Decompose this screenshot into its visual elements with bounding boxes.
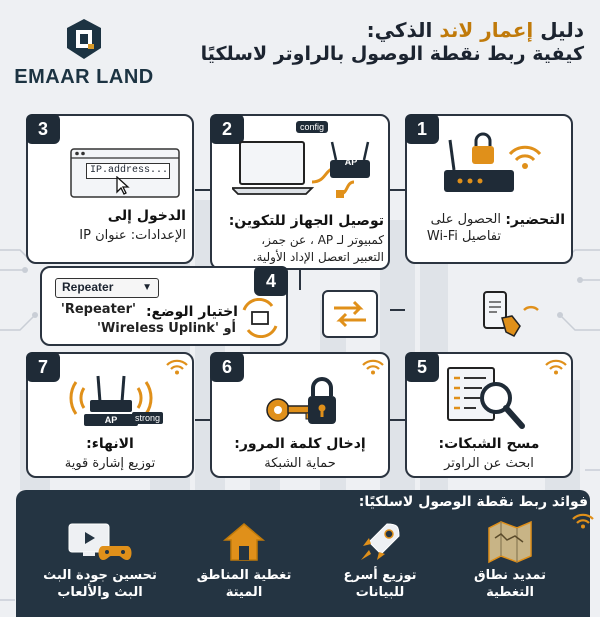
step-4-number: 4 — [254, 266, 288, 296]
tv-gamepad-icon — [65, 520, 135, 564]
step-5-number: 5 — [405, 352, 439, 382]
scan-networks-icon — [446, 366, 536, 432]
title-line-2: كيفية ربط نقطة الوصول بالراوتر لاسلكيًا — [200, 43, 584, 65]
step-6-number: 6 — [210, 352, 244, 382]
benefit-dead-zones-label: تغطية المناطق الميتة — [196, 568, 292, 600]
step-4-desc-1: 'Repeater' — [60, 302, 136, 317]
benefit-coverage-label: تمديد نطاق التغطية — [473, 568, 547, 600]
step-7-desc: توزيع إشارة قوية — [64, 456, 156, 471]
wifi-badge-icon — [570, 510, 596, 530]
ap-label: AP — [344, 157, 358, 167]
ip-address-field: IP.address... — [86, 163, 170, 179]
phone-touch-icon — [482, 290, 542, 340]
rocket-icon — [357, 520, 403, 564]
refresh-devices-icon — [238, 298, 282, 338]
wifi-badge-icon — [360, 356, 386, 376]
title-accent: إعمار لاند — [439, 18, 534, 42]
house-icon — [221, 520, 267, 564]
step-2-desc-1: كمبيوتر لـ AP ، عن جمز، — [261, 233, 384, 247]
step-3-title: الدخول إلى — [107, 208, 186, 224]
brand-name: EMAAR LAND — [14, 66, 154, 88]
step-5-title: مسح الشبكات: — [438, 436, 540, 452]
ap-label-top: AP — [104, 390, 118, 400]
benefits-title: فوائد ربط نقطة الوصول لاسلكيًا: — [358, 494, 588, 510]
router-lock-icon — [440, 130, 560, 200]
step-6-title: إدخال كلمة المرور: — [234, 436, 366, 452]
key-lock-icon — [262, 372, 342, 432]
wifi-badge-icon — [543, 356, 569, 376]
strong-label: strong — [132, 412, 163, 424]
step-1-title: التحضير: — [505, 212, 565, 228]
map-icon — [487, 520, 533, 564]
step-3-number: 3 — [26, 114, 60, 144]
step-7-number: 7 — [26, 352, 60, 382]
step-4-desc-2: أو 'Wireless Uplink' — [96, 321, 236, 336]
mode-select: Repeater ▼ — [55, 278, 159, 298]
step-6-desc: حماية الشبكة — [264, 456, 336, 471]
step-3-desc: الإعدادات: عنوان IP — [79, 228, 186, 243]
step-2-number: 2 — [210, 114, 244, 144]
config-tag: config — [296, 121, 328, 133]
exchange-arrows-icon — [330, 298, 370, 330]
step-1-desc: الحصول على تفاصيل Wi-Fi — [426, 212, 501, 244]
step-2-title: توصيل الجهاز للتكوين: — [228, 213, 384, 229]
laptop-router-icon — [232, 138, 382, 208]
benefit-dead-zones — [184, 520, 304, 600]
benefit-streaming — [40, 520, 160, 600]
benefit-speed — [320, 520, 440, 600]
step-7-title: الانهاء: — [86, 436, 134, 452]
ap-label-bottom: AP — [104, 415, 118, 425]
step-2-desc-2: التعبير اتعصل الإداد الأولية. — [252, 250, 384, 264]
benefit-coverage — [450, 520, 570, 600]
step-5-desc: ابحث عن الراوتر — [444, 456, 534, 471]
benefit-streaming-label: تحسين جودة البث البث والألعاب — [43, 568, 157, 600]
step-4-title: اختيار الوضع: — [145, 304, 238, 320]
step-1-number: 1 — [405, 114, 439, 144]
title-line-1: دليل إعمار لاند الذكي: — [366, 18, 584, 42]
mouse-cursor-icon — [115, 176, 131, 196]
benefit-speed-label: توزيع أسرع للبيانات — [343, 568, 417, 600]
